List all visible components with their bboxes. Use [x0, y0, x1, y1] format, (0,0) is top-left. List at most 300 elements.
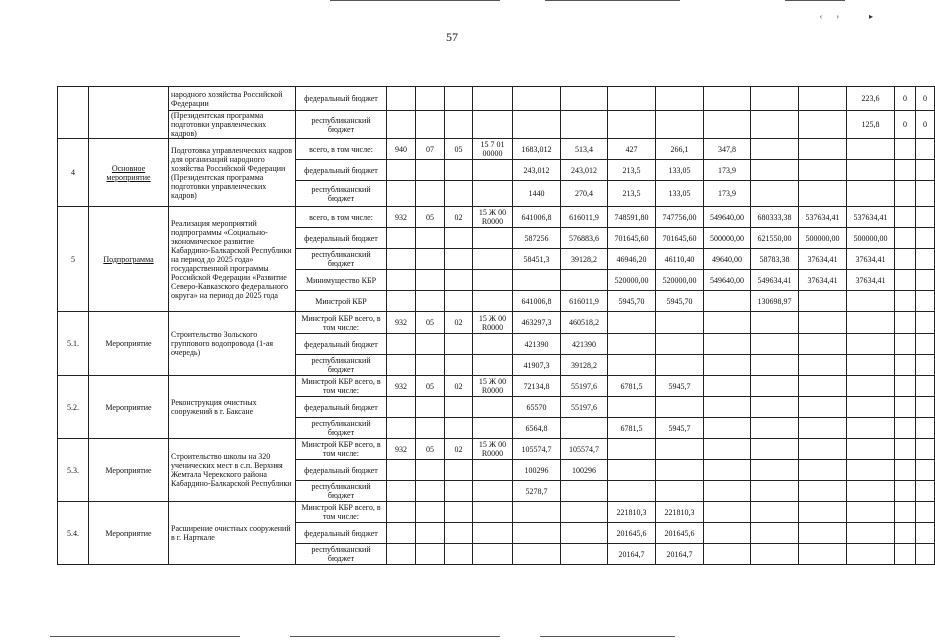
amount-cell: [561, 111, 608, 139]
amount-cell: 520000,00: [656, 270, 704, 291]
code-pr: [445, 249, 473, 270]
amount-cell: [608, 460, 656, 481]
amount-cell: [916, 502, 935, 523]
amount-cell: 39128,2: [561, 249, 608, 270]
amount-cell: [799, 544, 847, 565]
funding-source: всего, в том числе:: [296, 139, 387, 160]
code-csr: [473, 502, 513, 523]
bottom-rule: [50, 636, 240, 637]
amount-cell: 55197,6: [561, 397, 608, 418]
amount-cell: [751, 523, 799, 544]
amount-cell: 421390: [513, 334, 561, 355]
amount-cell: 421390: [561, 334, 608, 355]
code-rz: [416, 270, 445, 291]
amount-cell: [704, 481, 751, 502]
amount-cell: 500000,00: [847, 228, 895, 249]
amount-cell: [895, 139, 916, 160]
code-grbs: 940: [387, 139, 416, 160]
row-type: Мероприятие: [89, 439, 169, 502]
amount-cell: [895, 502, 916, 523]
code-grbs: 932: [387, 312, 416, 334]
code-csr: [473, 228, 513, 249]
amount-cell: 173,9: [704, 181, 751, 207]
amount-cell: 173,9: [704, 160, 751, 181]
code-grbs: 932: [387, 439, 416, 460]
amount-cell: [751, 502, 799, 523]
row-type: Мероприятие: [89, 502, 169, 565]
code-rz: [416, 160, 445, 181]
amount-cell: [847, 523, 895, 544]
funding-source: федеральный бюджет: [296, 397, 387, 418]
amount-cell: 500000,00: [799, 228, 847, 249]
amount-cell: [751, 481, 799, 502]
row-number: [58, 87, 89, 139]
amount-cell: [847, 160, 895, 181]
page-number: 57: [446, 30, 458, 44]
amount-cell: [704, 439, 751, 460]
code-rz: 05: [416, 207, 445, 228]
amount-cell: [799, 439, 847, 460]
amount-cell: 266,1: [656, 139, 704, 160]
code-pr: [445, 355, 473, 376]
amount-cell: [895, 418, 916, 439]
amount-cell: [751, 376, 799, 397]
row-name: Строительство школы на 320 ученических мест в с.п. Верхняя Жемтала Черекского района Кабардино-Балкарской Республики: [169, 439, 296, 502]
code-rz: [416, 228, 445, 249]
amount-cell: 680333,38: [751, 207, 799, 228]
amount-cell: [751, 160, 799, 181]
amount-cell: 520000,00: [608, 270, 656, 291]
amount-cell: 460518,2: [561, 312, 608, 334]
amount-cell: [916, 312, 935, 334]
code-csr: [473, 270, 513, 291]
code-csr: 15 Ж 00 R0000: [473, 439, 513, 460]
amount-cell: 201645,6: [608, 523, 656, 544]
code-pr: [445, 111, 473, 139]
row-name: народного хозяйства Российской Федерации: [169, 87, 296, 111]
code-csr: [473, 160, 513, 181]
amount-cell: 49640,00: [704, 249, 751, 270]
bottom-rule: [290, 636, 500, 637]
funding-source: Минстрой КБР всего, в том числе:: [296, 312, 387, 334]
row-number: 5.3.: [58, 439, 89, 502]
amount-cell: 1440: [513, 181, 561, 207]
amount-cell: [751, 87, 799, 111]
amount-cell: 100296: [513, 460, 561, 481]
amount-cell: [513, 270, 561, 291]
row-number: 5.4.: [58, 502, 89, 565]
code-csr: 15 Ж 00 R0000: [473, 312, 513, 334]
amount-cell: [656, 481, 704, 502]
amount-cell: [656, 334, 704, 355]
code-csr: [473, 418, 513, 439]
amount-cell: [656, 460, 704, 481]
amount-cell: 5945,70: [608, 291, 656, 312]
amount-cell: [656, 312, 704, 334]
amount-cell: [916, 355, 935, 376]
amount-cell: 641006,8: [513, 291, 561, 312]
code-rz: [416, 523, 445, 544]
funding-source: федеральный бюджет: [296, 523, 387, 544]
amount-cell: [847, 418, 895, 439]
amount-cell: 58451,3: [513, 249, 561, 270]
code-rz: [416, 481, 445, 502]
row-type: Подпрограмма: [89, 207, 169, 312]
amount-cell: [799, 160, 847, 181]
amount-cell: [656, 111, 704, 139]
amount-cell: [608, 397, 656, 418]
amount-cell: [656, 397, 704, 418]
table-row: [58, 87, 935, 111]
funding-source: Минстрой КБР: [296, 291, 387, 312]
amount-cell: [895, 249, 916, 270]
amount-cell: 105574,7: [513, 439, 561, 460]
top-rule: [330, 0, 500, 1]
code-csr: [473, 460, 513, 481]
code-pr: [445, 418, 473, 439]
amount-cell: [895, 207, 916, 228]
amount-cell: 549634,41: [751, 270, 799, 291]
code-pr: [445, 334, 473, 355]
amount-cell: [799, 523, 847, 544]
amount-cell: [561, 418, 608, 439]
amount-cell: [704, 334, 751, 355]
code-grbs: [387, 502, 416, 523]
amount-cell: 133,05: [656, 181, 704, 207]
amount-cell: [751, 397, 799, 418]
amount-cell: [513, 544, 561, 565]
amount-cell: [847, 481, 895, 502]
code-rz: 07: [416, 139, 445, 160]
row-number: 5.1.: [58, 312, 89, 376]
amount-cell: [608, 355, 656, 376]
amount-cell: 6564,8: [513, 418, 561, 439]
amount-cell: 133,05: [656, 160, 704, 181]
amount-cell: [513, 87, 561, 111]
amount-cell: [751, 460, 799, 481]
amount-cell: 5945,7: [656, 376, 704, 397]
funding-source: республиканский бюджет: [296, 355, 387, 376]
amount-cell: [916, 418, 935, 439]
amount-cell: 37634,41: [799, 249, 847, 270]
top-rule: [545, 0, 680, 1]
funding-source: республиканский бюджет: [296, 181, 387, 207]
amount-cell: [751, 334, 799, 355]
amount-cell: [895, 439, 916, 460]
amount-cell: [704, 312, 751, 334]
funding-source: федеральный бюджет: [296, 87, 387, 111]
code-pr: 02: [445, 312, 473, 334]
amount-cell: [751, 312, 799, 334]
amount-cell: [656, 87, 704, 111]
code-pr: [445, 544, 473, 565]
code-grbs: [387, 228, 416, 249]
amount-cell: [895, 544, 916, 565]
amount-cell: 616011,9: [561, 207, 608, 228]
code-pr: 02: [445, 207, 473, 228]
amount-cell: [561, 270, 608, 291]
amount-cell: [847, 544, 895, 565]
amount-cell: [751, 439, 799, 460]
amount-cell: 5278,7: [513, 481, 561, 502]
corner-marks: ‹› ▸: [819, 12, 887, 21]
funding-source: федеральный бюджет: [296, 160, 387, 181]
amount-cell: [561, 544, 608, 565]
amount-cell: [704, 355, 751, 376]
amount-cell: [847, 439, 895, 460]
code-pr: [445, 181, 473, 207]
amount-cell: [513, 523, 561, 544]
table-row: [58, 111, 935, 139]
code-pr: [445, 523, 473, 544]
code-pr: 02: [445, 439, 473, 460]
funding-source: республиканский бюджет: [296, 249, 387, 270]
amount-cell: [916, 249, 935, 270]
table-row: [58, 376, 935, 397]
table-row: [58, 502, 935, 523]
funding-source: республиканский бюджет: [296, 481, 387, 502]
amount-cell: 747756,00: [656, 207, 704, 228]
table-row: [58, 207, 935, 228]
amount-cell: [847, 460, 895, 481]
amount-cell: [916, 139, 935, 160]
amount-cell: 20164,7: [656, 544, 704, 565]
amount-cell: 500000,00: [704, 228, 751, 249]
amount-cell: [916, 228, 935, 249]
amount-cell: 125,8: [847, 111, 895, 139]
amount-cell: [751, 355, 799, 376]
amount-cell: [561, 523, 608, 544]
amount-cell: [704, 544, 751, 565]
row-name: (Президентская программа подготовки управленческих кадров): [169, 111, 296, 139]
code-grbs: [387, 270, 416, 291]
amount-cell: [751, 139, 799, 160]
amount-cell: [847, 376, 895, 397]
row-name: Реализация мероприятий подпрограммы «Социально-экономическое развитие Кабардино-Балкарской Республики на период до 2025 года» государственной программы Российской Федерации «Развитие Северо-Кавказского федерального округа» на период до 2025 года: [169, 207, 296, 312]
table-row: [58, 312, 935, 334]
amount-cell: [847, 334, 895, 355]
amount-cell: 221810,3: [608, 502, 656, 523]
code-grbs: 932: [387, 207, 416, 228]
amount-cell: [799, 376, 847, 397]
row-name: Строительство Зольского группового водопровода (1-ая очередь): [169, 312, 296, 376]
amount-cell: [799, 87, 847, 111]
amount-cell: [895, 460, 916, 481]
code-csr: [473, 397, 513, 418]
row-type: Мероприятие: [89, 312, 169, 376]
amount-cell: [799, 334, 847, 355]
amount-cell: 0: [895, 87, 916, 111]
amount-cell: 65570: [513, 397, 561, 418]
code-grbs: [387, 544, 416, 565]
amount-cell: [561, 481, 608, 502]
amount-cell: [895, 376, 916, 397]
amount-cell: [895, 228, 916, 249]
code-csr: [473, 87, 513, 111]
amount-cell: 5945,7: [656, 418, 704, 439]
amount-cell: [799, 291, 847, 312]
amount-cell: [895, 312, 916, 334]
table-body: [58, 87, 935, 565]
code-csr: [473, 111, 513, 139]
amount-cell: 243,012: [513, 160, 561, 181]
code-pr: [445, 502, 473, 523]
amount-cell: 221810,3: [656, 502, 704, 523]
amount-cell: 243,012: [561, 160, 608, 181]
code-grbs: [387, 181, 416, 207]
amount-cell: [799, 181, 847, 207]
code-csr: [473, 355, 513, 376]
amount-cell: [847, 312, 895, 334]
amount-cell: [608, 111, 656, 139]
code-grbs: 932: [387, 376, 416, 397]
amount-cell: [799, 139, 847, 160]
amount-cell: [799, 355, 847, 376]
amount-cell: [704, 111, 751, 139]
code-pr: [445, 228, 473, 249]
amount-cell: 100296: [561, 460, 608, 481]
amount-cell: [895, 270, 916, 291]
amount-cell: 513,4: [561, 139, 608, 160]
amount-cell: 537634,41: [799, 207, 847, 228]
code-rz: 05: [416, 376, 445, 397]
amount-cell: [751, 111, 799, 139]
code-grbs: [387, 397, 416, 418]
funding-source: всего, в том числе:: [296, 207, 387, 228]
code-pr: [445, 397, 473, 418]
funding-source: республиканский бюджет: [296, 418, 387, 439]
code-csr: [473, 523, 513, 544]
code-csr: [473, 544, 513, 565]
amount-cell: [895, 523, 916, 544]
amount-cell: [751, 418, 799, 439]
code-grbs: [387, 418, 416, 439]
amount-cell: [895, 397, 916, 418]
amount-cell: [704, 397, 751, 418]
amount-cell: [608, 481, 656, 502]
code-grbs: [387, 87, 416, 111]
amount-cell: [847, 397, 895, 418]
amount-cell: [895, 160, 916, 181]
code-csr: 15 Ж 00 R0000: [473, 207, 513, 228]
funding-source: федеральный бюджет: [296, 228, 387, 249]
code-pr: [445, 481, 473, 502]
amount-cell: 37634,41: [847, 249, 895, 270]
amount-cell: 0: [916, 87, 935, 111]
amount-cell: [916, 481, 935, 502]
code-csr: [473, 334, 513, 355]
amount-cell: 105574,7: [561, 439, 608, 460]
code-rz: [416, 544, 445, 565]
funding-source: Минимущество КБР: [296, 270, 387, 291]
amount-cell: [656, 439, 704, 460]
amount-cell: 41907,3: [513, 355, 561, 376]
amount-cell: [704, 523, 751, 544]
table-row: [58, 439, 935, 460]
row-type: [89, 87, 169, 139]
amount-cell: [608, 312, 656, 334]
amount-cell: 5945,70: [656, 291, 704, 312]
funding-source: Минстрой КБР всего, в том числе:: [296, 502, 387, 523]
amount-cell: [799, 418, 847, 439]
amount-cell: 621550,00: [751, 228, 799, 249]
amount-cell: 39128,2: [561, 355, 608, 376]
amount-cell: 463297,3: [513, 312, 561, 334]
amount-cell: [847, 139, 895, 160]
code-rz: [416, 334, 445, 355]
amount-cell: [847, 291, 895, 312]
row-name: Подготовка управленческих кадров для организаций народного хозяйства Российской Федерации (Президентская программа подготовки управленческих кадров): [169, 139, 296, 207]
code-pr: 05: [445, 139, 473, 160]
amount-cell: 58783,38: [751, 249, 799, 270]
funding-source: Минстрой КБР всего, в том числе:: [296, 439, 387, 460]
amount-cell: [608, 439, 656, 460]
amount-cell: [656, 355, 704, 376]
code-rz: [416, 87, 445, 111]
amount-cell: [704, 291, 751, 312]
code-grbs: [387, 355, 416, 376]
amount-cell: 213,5: [608, 160, 656, 181]
amount-cell: [916, 181, 935, 207]
amount-cell: [704, 418, 751, 439]
code-grbs: [387, 291, 416, 312]
amount-cell: [513, 502, 561, 523]
code-rz: [416, 181, 445, 207]
amount-cell: [916, 270, 935, 291]
amount-cell: 549640,00: [704, 270, 751, 291]
row-name: Расширение очистных сооружений в г. Нарткале: [169, 502, 296, 565]
code-rz: [416, 111, 445, 139]
row-number: 5.2.: [58, 376, 89, 439]
code-rz: [416, 502, 445, 523]
code-csr: [473, 181, 513, 207]
amount-cell: [916, 544, 935, 565]
funding-source: федеральный бюджет: [296, 334, 387, 355]
amount-cell: [799, 460, 847, 481]
amount-cell: 1683,012: [513, 139, 561, 160]
amount-cell: 223,6: [847, 87, 895, 111]
code-pr: [445, 270, 473, 291]
code-pr: [445, 291, 473, 312]
row-number: 5: [58, 207, 89, 312]
code-grbs: [387, 460, 416, 481]
amount-cell: [916, 376, 935, 397]
amount-cell: [847, 502, 895, 523]
code-grbs: [387, 481, 416, 502]
amount-cell: [704, 460, 751, 481]
amount-cell: [895, 355, 916, 376]
amount-cell: [916, 207, 935, 228]
amount-cell: 72134,8: [513, 376, 561, 397]
amount-cell: [799, 397, 847, 418]
amount-cell: 576883,6: [561, 228, 608, 249]
amount-cell: 201645,6: [656, 523, 704, 544]
funding-source: республиканский бюджет: [296, 111, 387, 139]
code-pr: [445, 460, 473, 481]
amount-cell: 616011,9: [561, 291, 608, 312]
amount-cell: 37634,41: [847, 270, 895, 291]
amount-cell: 213,5: [608, 181, 656, 207]
amount-cell: 427: [608, 139, 656, 160]
amount-cell: 130698,97: [751, 291, 799, 312]
code-pr: [445, 160, 473, 181]
top-rule: [785, 0, 845, 1]
amount-cell: [916, 460, 935, 481]
code-grbs: [387, 523, 416, 544]
amount-cell: [561, 502, 608, 523]
amount-cell: [751, 181, 799, 207]
amount-cell: 748591,80: [608, 207, 656, 228]
